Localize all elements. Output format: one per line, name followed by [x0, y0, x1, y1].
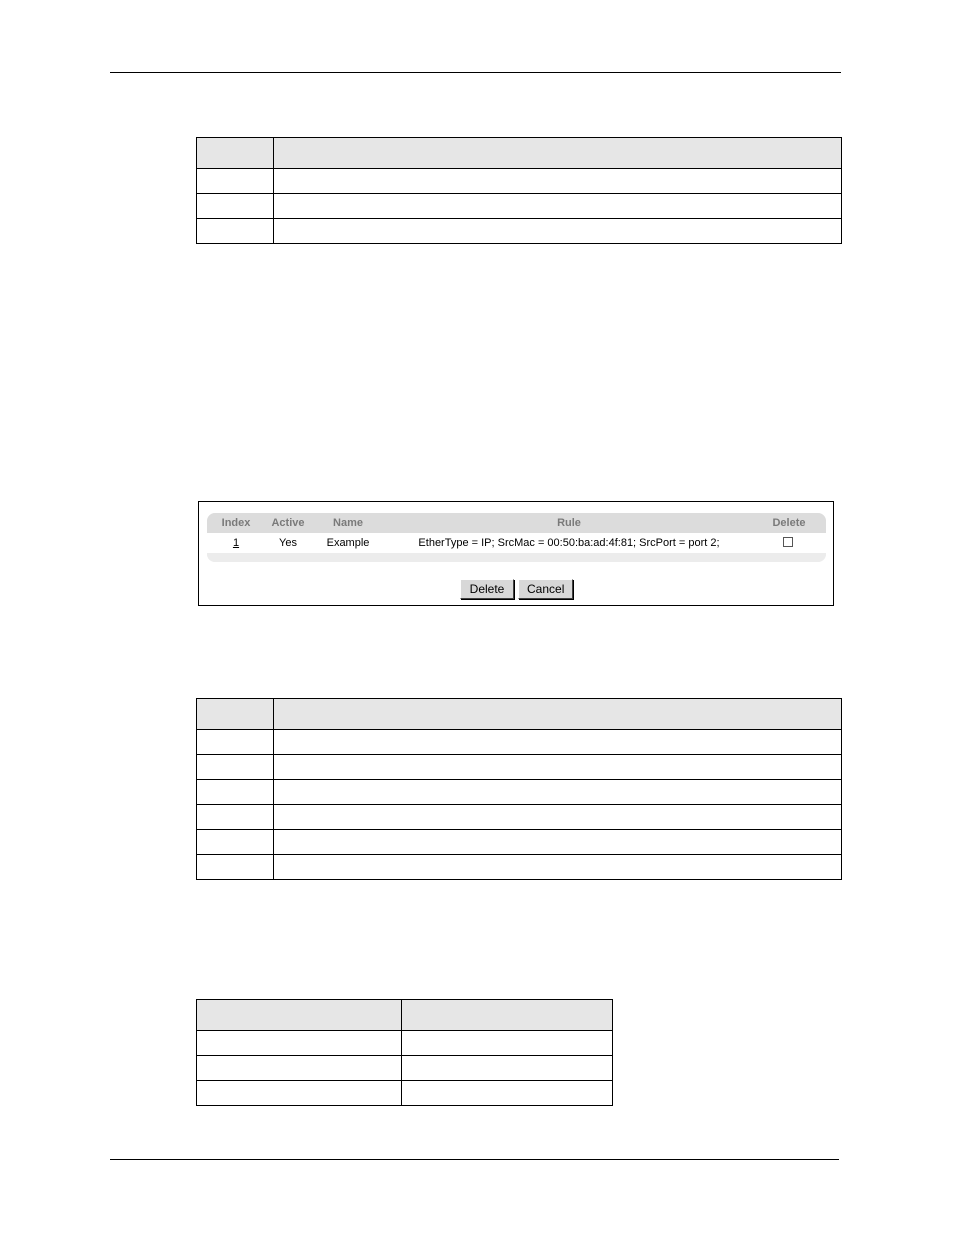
two-column-table	[196, 999, 613, 1106]
table-row	[197, 194, 842, 219]
table-row	[197, 780, 842, 805]
cancel-button[interactable]: Cancel	[518, 579, 573, 599]
delete-checkbox[interactable]	[783, 537, 793, 547]
footer-rule	[110, 1159, 839, 1160]
table-row	[197, 830, 842, 855]
table-header-row	[197, 699, 842, 730]
rule-name-value: Example	[326, 537, 370, 549]
rule-list	[207, 513, 826, 562]
table-row	[197, 755, 842, 780]
rule-definition-value: EtherType = IP; SrcMac = 00:50:ba:ad:4f:81; SrcPort = port 2;	[418, 537, 720, 549]
column-header-name: Name	[333, 517, 363, 529]
table-row	[197, 855, 842, 880]
header-rule	[110, 72, 841, 73]
delete-button[interactable]: Delete	[460, 579, 514, 599]
column-header-rule: Rule	[557, 517, 581, 529]
rule-active-value: Yes	[279, 537, 297, 549]
column-header-active: Active	[271, 517, 305, 529]
table-row	[197, 169, 842, 194]
label-description-table-2	[196, 698, 842, 880]
label-description-table-1	[196, 137, 842, 244]
rule-index-link[interactable]: 1	[232, 537, 240, 549]
table-row	[197, 730, 842, 755]
rule-list-footer	[207, 553, 826, 562]
classifier-summary-screen	[198, 501, 834, 606]
column-header-delete: Delete	[772, 517, 806, 529]
table-row	[197, 1056, 613, 1081]
table-header-row	[197, 1000, 613, 1031]
table-row	[197, 219, 842, 244]
column-header-index: Index	[221, 517, 251, 529]
table-row	[197, 1081, 613, 1106]
table-row	[197, 805, 842, 830]
table-row	[197, 1031, 613, 1056]
table-header-row	[197, 138, 842, 169]
